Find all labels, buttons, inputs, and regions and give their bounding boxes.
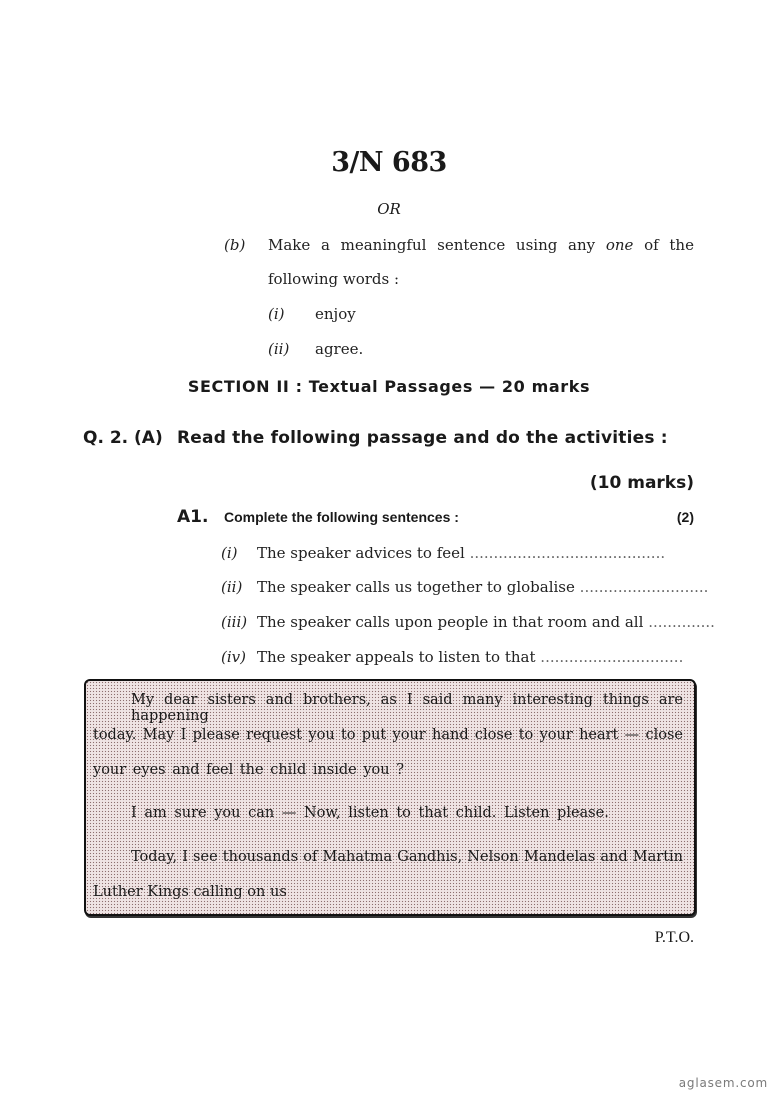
passage-p1-line2: today. May I please request you to put your hand close to your heart — close (93, 727, 683, 743)
item-text (257, 544, 665, 562)
blank-dots: .............. (648, 613, 715, 631)
paper-code: 3/N 683 (331, 147, 447, 178)
passage-p2: I am sure you can — Now, listen to that child. Listen please. (131, 805, 609, 821)
word: of (644, 236, 659, 254)
question-text: Read the following passage and do the activities : (177, 428, 668, 448)
item-sentence: The speaker advices to feel (257, 544, 465, 562)
option-num: (i) (268, 305, 285, 323)
activity-text: Complete the following sentences : (224, 509, 459, 525)
word: a (320, 236, 330, 254)
word: using (515, 236, 558, 254)
word: one (605, 236, 634, 254)
word: Make (268, 236, 311, 254)
item-sentence: The speaker appeals to listen to that (257, 648, 536, 666)
passage-p1-line3: your eyes and feel the child inside you ? (93, 762, 405, 778)
question-label: Q. 2. (A) (83, 428, 163, 448)
part-b-label: (b) (224, 236, 246, 254)
watermark: aglasem.com (678, 1076, 768, 1090)
item-text (257, 613, 715, 631)
word: meaningful (340, 236, 427, 254)
part-b-instruction-line1 (268, 236, 694, 254)
item-text (257, 648, 683, 666)
word: sentence (437, 236, 506, 254)
option-num: (ii) (268, 340, 290, 358)
passage-p1-line1: My dear sisters and brothers, as I said many interesting things are happening (131, 692, 683, 724)
passage-p3-line1: Today, I see thousands of Mahatma Gandhis, Nelson Mandelas and Martin (131, 849, 683, 865)
section-title: SECTION II : Textual Passages — 20 marks (187, 377, 591, 396)
item-num: (ii) (221, 578, 243, 596)
word: any (568, 236, 596, 254)
item-num: (iv) (221, 648, 246, 666)
activity-label: A1. (177, 507, 209, 527)
blank-dots: ......................................... (469, 544, 666, 562)
question-marks: (10 marks) (589, 473, 694, 493)
or-label: OR (377, 200, 401, 218)
word: the (669, 236, 694, 254)
blank-dots: .............................. (540, 648, 684, 666)
item-num: (i) (221, 544, 238, 562)
item-sentence: The speaker calls upon people in that room and all (257, 613, 644, 631)
blank-dots: ........................... (579, 578, 709, 596)
part-b-instruction-line2: following words : (268, 270, 400, 288)
option-word: agree. (315, 340, 364, 358)
passage-box (84, 679, 696, 916)
item-sentence: The speaker calls us together to globalise (257, 578, 575, 596)
item-num: (iii) (221, 613, 248, 631)
pto-label: P.T.O. (654, 929, 694, 946)
option-word: enjoy (315, 305, 356, 323)
passage-p3-line2: Luther Kings calling on us (93, 884, 287, 900)
item-text (257, 578, 708, 596)
activity-marks: (2) (676, 509, 694, 525)
